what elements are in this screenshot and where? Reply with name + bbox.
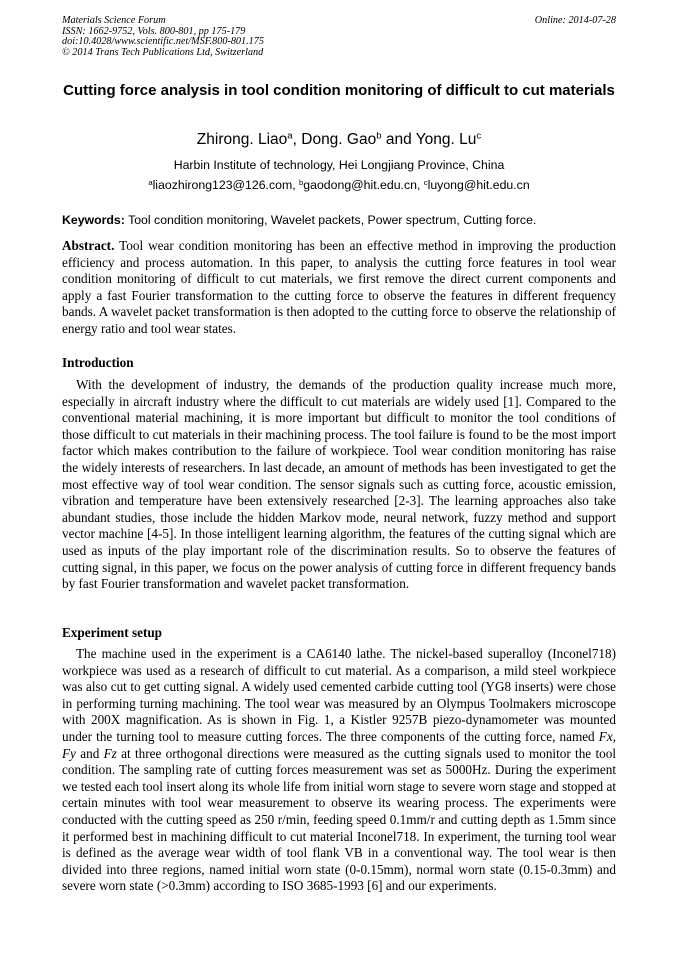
- journal-name: Materials Science Forum: [62, 15, 166, 26]
- experiment-heading: Experiment setup: [62, 625, 163, 640]
- experiment-text: ,: [612, 728, 616, 744]
- journal-header: [62, 16, 616, 58]
- abstract: [62, 238, 616, 338]
- abstract-label: Abstract.: [62, 238, 115, 253]
- email-mark: c: [423, 177, 428, 187]
- keywords: [62, 213, 616, 228]
- author-name: Dong. Gao: [301, 131, 377, 148]
- email-mark: b: [299, 177, 304, 187]
- experiment-paragraph: [62, 646, 616, 895]
- author-emails: [62, 178, 616, 193]
- keywords-text: Tool condition monitoring, Wavelet packets, Power spectrum, Cutting force.: [124, 213, 537, 227]
- experiment-text: at three orthogonal directions were measured as the cutting signals used to monitor the tool condition. The sampling rate of cutting forces measurement was set as 5000Hz. During the experiment we tested each tool insert along its whole life from initial worn stage to severe worn stage and stopped at certain minutes with tool wear measurement to observe its wearing process. The experiments were conducted with the cutting speed as 250 r/min, feeding speed 0.1mm/r and cutting depth as 1.5mm since it performed best in machining difficult to cut material Inconel718. In experiment, the turning tool wear is defined as the average wear width of tool flank VB in a conventional way. The tool wear is then divided into three regions, named initial worn state (0-0.15mm), normal worn state (0.15-0.3mm) and severe worn state (>0.3mm) according to ISO 3685-1993 [6] and our experiments.: [62, 745, 616, 894]
- affiliation: Harbin Institute of technology, Hei Longjiang Province, China: [173, 158, 505, 172]
- experiment-text: and: [75, 745, 104, 761]
- author-affiliation-mark: c: [476, 130, 482, 142]
- author-affiliation-mark: a: [287, 130, 293, 142]
- author-name: Yong. Lu: [415, 131, 477, 148]
- email-address: gaodong@hit.edu.cn,: [303, 178, 424, 192]
- introduction-heading: Introduction: [62, 355, 134, 370]
- email-address: liaozhirong123@126.com,: [152, 178, 300, 192]
- copyright-line: © 2014 Trans Tech Publications Ltd, Switzerland: [62, 46, 264, 58]
- email-mark: a: [148, 177, 153, 187]
- abstract-text: Tool wear condition monitoring has been an effective method in improving the production efficiency and process automation. In this paper, to analysis the cutting force features in tool wear condition monitoring of difficult to cut materials, we first remove the direct current components and apply a fast Fourier transformation to the cutting force to observe the features in different frequency bands. A wavelet packet transformation is then adopted to the cutting force to observe the relationship of energy ratio and tool wear states.: [62, 238, 616, 336]
- force-fz: Fz: [103, 745, 117, 761]
- author-separator: and: [381, 131, 416, 148]
- experiment-text: The machine used in the experiment is a CA6140 lathe. The nickel-based superalloy (Inconel718) workpiece was used as a research of difficult to cut material. As a comparison, a mild steel workpiece was also cut to get cutting signal. A widely used cemented carbide cutting tool (YG8 inserts) were chose in performing turning machining. The tool wear was measured by an Olympus Toolmakers microscope with 200X magnification. As is shown in Fig. 1, a Kistler 9257B piezo-dynamometer was mounted under the turning tool to measure cutting forces. The three components of the cutting force, named: [62, 646, 616, 744]
- issn-line: ISSN: 1662-9752, Vols. 800-801, pp 175-179: [62, 25, 246, 37]
- author-affiliation-mark: b: [376, 130, 382, 142]
- keywords-label: Keywords:: [62, 213, 125, 227]
- author-name: Zhirong. Liao: [196, 131, 288, 148]
- author-separator: ,: [292, 131, 302, 148]
- force-fx: Fx: [598, 728, 613, 744]
- online-date: Online: 2014-07-28: [534, 15, 616, 26]
- email-address: luyong@hit.edu.cn: [427, 178, 530, 192]
- author-list: [62, 131, 616, 149]
- paper-title: Cutting force analysis in tool condition monitoring of difficult to cut materials: [63, 82, 615, 99]
- doi-line: doi:10.4028/www.scientific.net/MSF.800-801.175: [62, 36, 264, 48]
- force-fy: Fy: [62, 745, 76, 761]
- introduction-paragraph: With the development of industry, the demands of the production quality increase much more, especially in aircraft industry where the difficult to cut materials are widely used [1]. Compared to the conventional material machining, it is more important but difficult to monitor the tool conditions of those difficult to cut materials in their machining process. The tool failure is found to be the most import factor which makes contribution to the failure of workpiece. Tool wear condition monitoring has raise the widely interests of researchers. In last decade, an amount of methods has been investigated to get the most effective way of tool wear condition. The sensor signals such as cutting force, acoustic emission, vibration and temperature have been extensively researched [2-3]. The learning approaches also take abundant studies, those include the hidden Markov mode, neural network, fuzzy method and support vector machine [4-5]. In those intelligent learning algorithm, the features of the cutting signal which are used as inputs of the play important role of the discrimination results. So to observe the features of cutting signal, in this paper, we focus on the power analysis of cutting force in different frequency bands by fast Fourier transformation and wavelet packet transformation.: [62, 377, 616, 592]
